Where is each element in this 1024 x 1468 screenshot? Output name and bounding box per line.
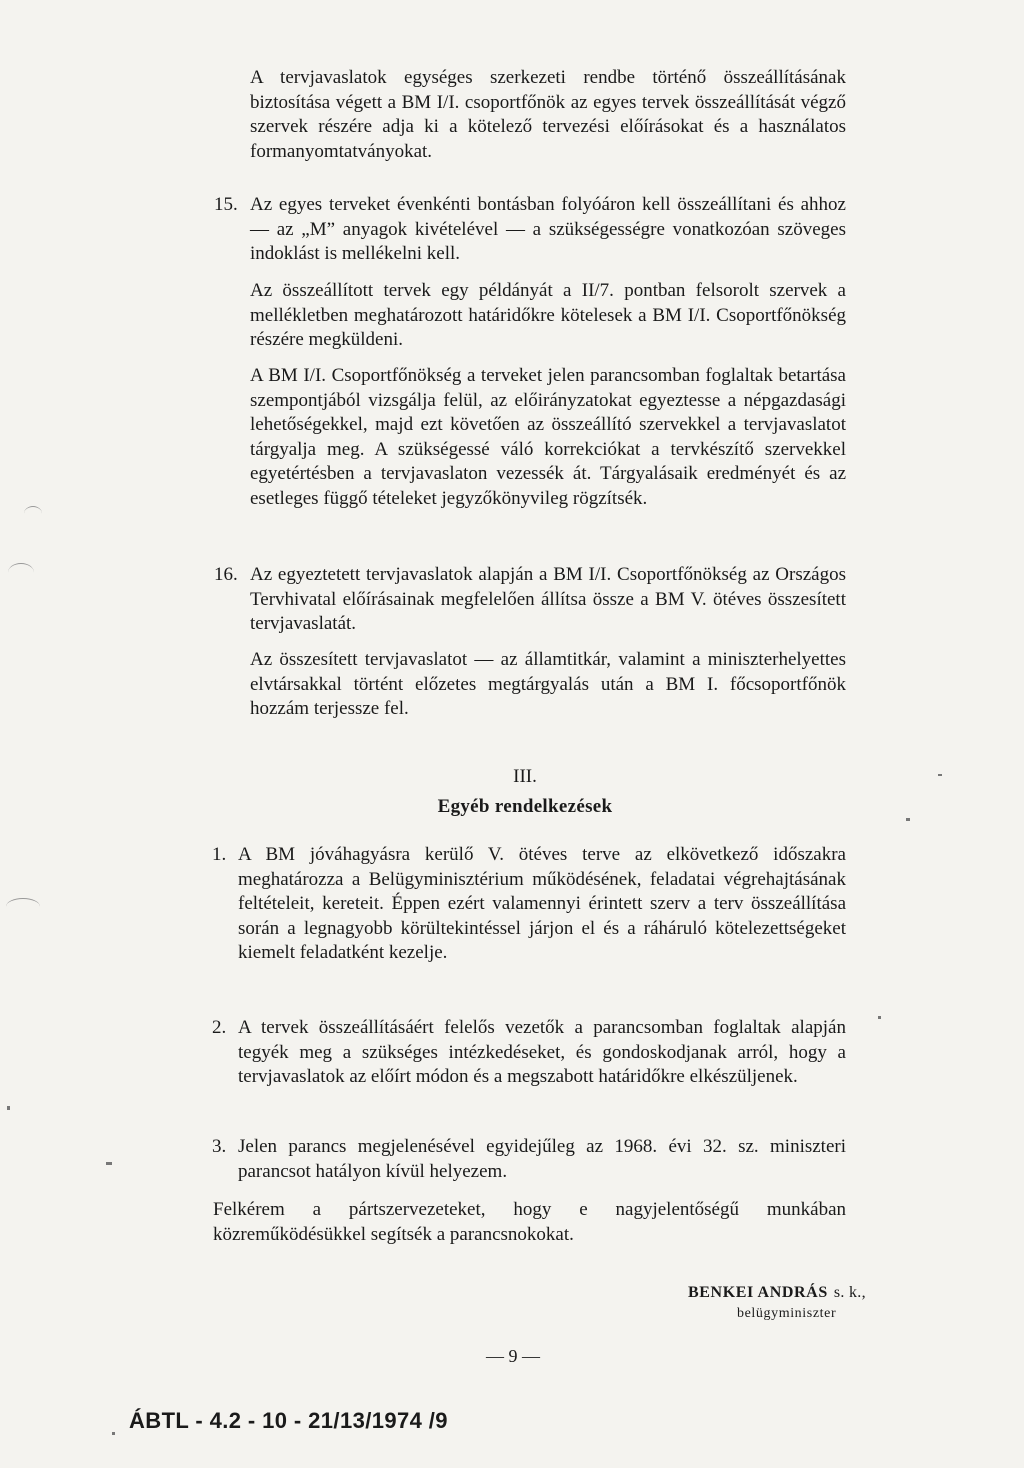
provision-1	[212, 843, 846, 966]
provision-2	[212, 1016, 846, 1090]
provision-3-number: 3.	[212, 1136, 227, 1157]
scan-speck	[906, 818, 910, 821]
archive-reference-stamp: ÁBTL - 4.2 - 10 - 21/13/1974 /9	[129, 1408, 448, 1433]
pencil-mark	[24, 506, 42, 521]
pencil-mark	[6, 898, 40, 915]
provision-2-text: A tervek összeállításáért felelős vezetők a parancsomban foglaltak alapján tegyék meg a szükséges intézkedéseket, és gondoskodjanak arról, hogy a tervjavaslatok az előírt módon és a megszabott határidőkre elkészüljenek.	[238, 1017, 846, 1087]
section-15-paragraph-1	[214, 193, 846, 267]
scan-speck	[938, 774, 942, 776]
closing-paragraph: Felkérem a pártszervezeteket, hogy e nagyjelentőségű munkában közreműködésükkel segítsék a parancsnokokat.	[213, 1199, 846, 1245]
scan-speck	[112, 1432, 115, 1435]
signature-name-line	[688, 1284, 866, 1302]
provision-3	[212, 1135, 846, 1184]
signature-suffix: s. k.,	[833, 1284, 866, 1301]
section-16-number: 16.	[214, 564, 238, 585]
provision-1-text: A BM jóváhagyásra kerülő V. ötéves terve az elkövetkező időszakra meghatározza a Belügyminisztérium működésének, feladatai végrehajtásának feltételeit, kereteit. Éppen ezért valamennyi érintett szerv a terv összeállítása során a legnagyobb körültekintéssel járjon el és a ráháruló kötelezettségeket kiemelt feladatként kezelje.	[238, 844, 846, 963]
scan-speck	[878, 1016, 881, 1019]
chapter-number: III.	[513, 766, 537, 787]
chapter-title: Egyéb rendelkezések	[437, 796, 613, 817]
scan-speck	[106, 1162, 112, 1165]
pencil-mark	[8, 563, 34, 582]
signatory-title: belügyminiszter	[737, 1306, 837, 1321]
section-16-paragraph-1	[214, 563, 846, 637]
section-16-text-1: Az egyeztetett tervjavaslatok alapján a BM I/I. Csoportfőnökség az Országos Tervhivatal előírásainak megfelelően állítsa össze a BM V. ötéves összesített tervjavaslatát.	[250, 564, 846, 634]
section-15-number: 15.	[214, 194, 238, 215]
section-16-paragraph-2: Az összesített tervjavaslatot — az államtitkár, valamint a miniszterhelyettes elvtársakkal történt előzetes megtárgyalás után a BM I. főcsoportfőnök hozzám terjessze fel.	[250, 649, 846, 719]
provision-2-number: 2.	[212, 1017, 227, 1038]
scan-speck	[7, 1106, 10, 1110]
page-number: — 9 —	[486, 1346, 540, 1366]
provision-1-number: 1.	[212, 844, 227, 865]
section-15-paragraph-3: A BM I/I. Csoportfőnökség a terveket jelen parancsomban foglaltak betartása szempontjából vizsgálja felül, az előirányzatokat egyeztesse a népgazdasági lehetőségekkel, majd ezt követően az összeállító szervekkel a tervjavaslatot tárgyalja meg. A szükségessé váló korrekciókat a tervkészítő szervekkel egyetértésben a tervjavaslaton vezessék át. Tárgyalásaik eredményét és az esetleges függő tételeket jegyzőkönyvileg rögzítsék.	[250, 365, 846, 509]
signatory-name: BENKEI ANDRÁS	[688, 1284, 828, 1301]
section-15-paragraph-2: Az összeállított tervek egy példányát a II/7. pontban felsorolt szervek a mellékletben meghatározott határidőkre kötelesek a BM I/I. Csoportfőnökség részére megküldeni.	[250, 280, 846, 350]
provision-3-text: Jelen parancs megjelenésével egyidejűleg az 1968. évi 32. sz. miniszteri parancsot hatályon kívül helyezem.	[238, 1136, 846, 1182]
section-15-text-1: Az egyes terveket évenkénti bontásban folyóáron kell összeállítani és ahhoz — az „M” anyagok kivételével — a szükségességre vonatkozóan szöveges indoklást is mellékelni kell.	[250, 194, 846, 264]
intro-paragraph: A tervjavaslatok egységes szerkezeti rendbe történő összeállításának biztosítása végett a BM I/I. csoportfőnök az egyes tervek összeállítását végző szervek részére adja ki a kötelező tervezési előírásokat és a használatos formanyomtatványokat.	[250, 67, 846, 162]
